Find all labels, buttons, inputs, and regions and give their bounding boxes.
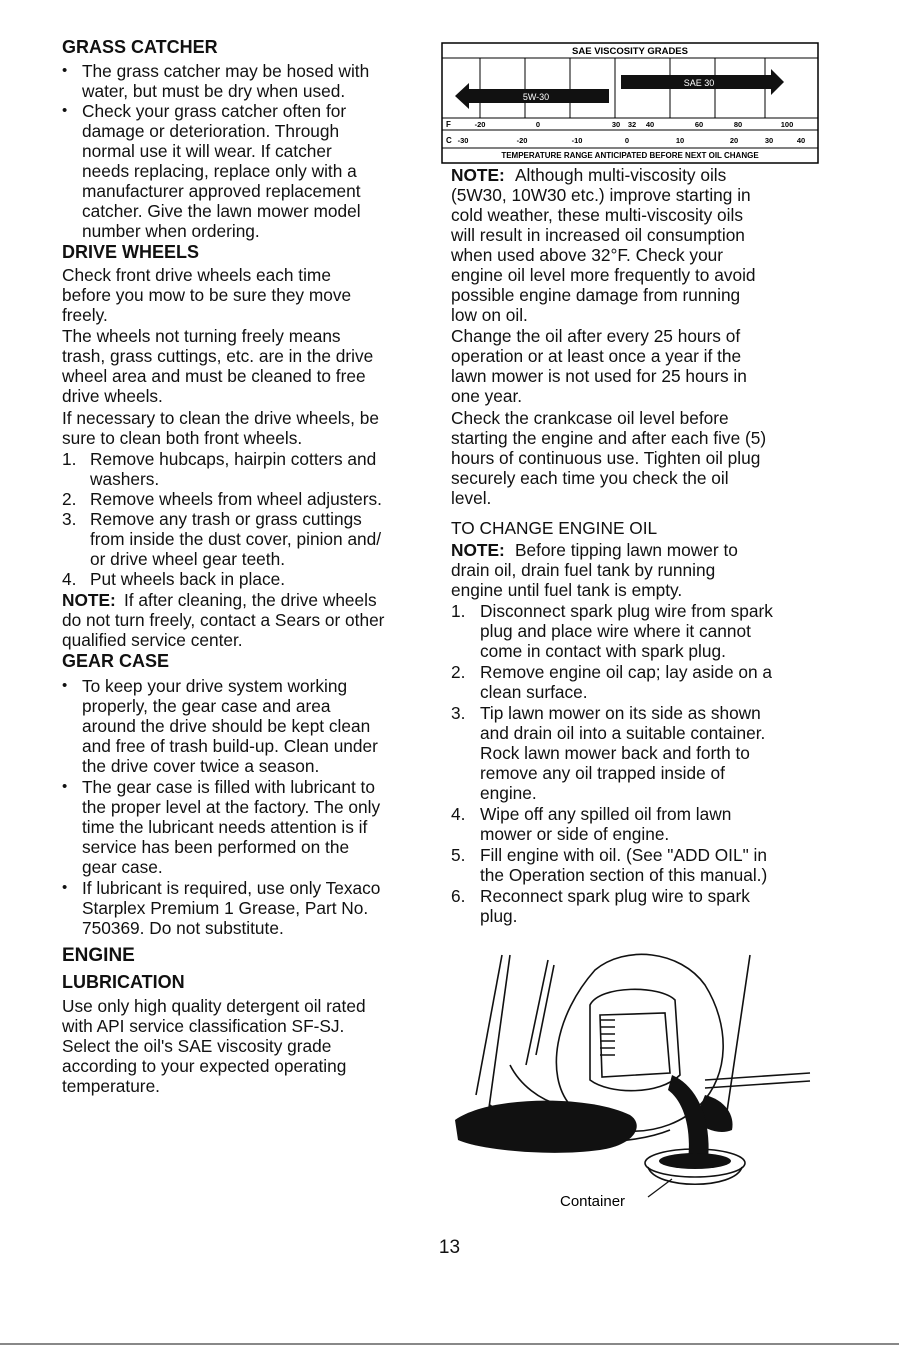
oil-step3-line1: Tip lawn mower on its side as shown bbox=[480, 703, 761, 723]
5w30-label: 5W-30 bbox=[522, 92, 550, 102]
lubrication-para-line2: with API service classification SF-SJ. bbox=[62, 1016, 345, 1036]
grass-catcher-bullet2-line2: damage or deterioration. Through bbox=[82, 121, 340, 141]
gear-case-bullet1-line5: the drive cover twice a season. bbox=[82, 756, 320, 776]
drive-wheels-para1-line1: Check front drive wheels each time bbox=[62, 265, 331, 285]
gear-case-bullet3-line1: If lubricant is required, use only Texaco bbox=[82, 878, 381, 898]
drive-wheels-note-line2: do not turn freely, contact a Sears or other bbox=[62, 610, 385, 630]
bullet-icon: • bbox=[62, 677, 68, 694]
drive-wheels-para1-line3: freely. bbox=[62, 305, 108, 325]
oil-step6-line2: plug. bbox=[480, 906, 518, 926]
oil-step2-line1: Remove engine oil cap; lay aside on a bbox=[480, 662, 773, 682]
step-number: 2. bbox=[451, 662, 466, 682]
note2-line1: Before tipping lawn mower to bbox=[515, 540, 738, 560]
step-number: 2. bbox=[62, 489, 77, 509]
gear-case-heading: GEAR CASE bbox=[62, 651, 170, 671]
gear-case-bullet1-line1: To keep your drive system working bbox=[82, 676, 348, 696]
drive-wheels-note-line3: qualified service center. bbox=[62, 630, 243, 650]
gear-case-bullet1-line2: properly, the gear case and area bbox=[82, 696, 331, 716]
chart-title: SAE VISCOSITY GRADES bbox=[572, 46, 688, 57]
f-tick: 32 bbox=[627, 120, 637, 129]
lubrication-para-line3: Select the oil's SAE viscosity grade bbox=[62, 1036, 332, 1056]
bullet-icon: • bbox=[62, 62, 68, 79]
bullet-icon: • bbox=[62, 778, 68, 795]
change-para-line1: Change the oil after every 25 hours of bbox=[451, 326, 741, 346]
check-para-line4: securely each time you check the oil bbox=[451, 468, 729, 488]
f-tick: 0 bbox=[535, 120, 541, 129]
gear-case-bullet2-line5: gear case. bbox=[82, 857, 163, 877]
oil-step3-line2: and drain oil into a suitable container. bbox=[480, 723, 766, 743]
oil-step3-line3: Rock lawn mower back and forth to bbox=[480, 743, 750, 763]
note1-line1: Although multi-viscosity oils bbox=[515, 165, 727, 185]
step-number: 6. bbox=[451, 886, 466, 906]
drive-wheels-step3-line2: from inside the dust cover, pinion and/ bbox=[90, 529, 382, 549]
lubrication-para-line1: Use only high quality detergent oil rated bbox=[62, 996, 366, 1016]
note1-line5: when used above 32°F. Check your bbox=[451, 245, 724, 265]
step-number: 4. bbox=[62, 569, 77, 589]
check-para-line1: Check the crankcase oil level before bbox=[451, 408, 729, 428]
gear-case-bullet1-line3: around the drive should be kept clean bbox=[82, 716, 371, 736]
drive-wheels-para3-line1: If necessary to clean the drive wheels, be bbox=[62, 408, 379, 428]
drive-wheels-para2-line2: trash, grass cuttings, etc. are in the drive bbox=[62, 346, 374, 366]
step-number: 4. bbox=[451, 804, 466, 824]
note1-line4: will result in increased oil consumption bbox=[451, 225, 745, 245]
gear-case-bullet2-line4: service has been performed on the bbox=[82, 837, 350, 857]
chart-footer: TEMPERATURE RANGE ANTICIPATED BEFORE NEXT OIL CHANGE bbox=[501, 151, 759, 160]
oil-step3-line5: engine. bbox=[480, 783, 537, 803]
note2-line3: engine until fuel tank is empty. bbox=[451, 580, 683, 600]
c-tick: 0 bbox=[624, 136, 630, 145]
drive-wheels-para3-line2: sure to clean both front wheels. bbox=[62, 428, 303, 448]
drive-wheels-para1-line2: before you mow to be sure they move bbox=[62, 285, 352, 305]
gear-case-bullet1-line4: and free of trash build-up. Clean under bbox=[82, 736, 378, 756]
oil-step1-line1: Disconnect spark plug wire from spark bbox=[480, 601, 773, 621]
grass-catcher-heading: GRASS CATCHER bbox=[62, 37, 218, 57]
grass-catcher-bullet2-line6: catcher. Give the lawn mower model bbox=[82, 201, 361, 221]
lubrication-para-line4: according to your expected operating bbox=[62, 1056, 347, 1076]
change-para-line4: one year. bbox=[451, 386, 523, 406]
drive-wheels-heading: DRIVE WHEELS bbox=[62, 242, 200, 262]
drive-wheels-step1-line2: washers. bbox=[90, 469, 160, 489]
c-tick: -10 bbox=[571, 136, 583, 145]
check-para-line2: starting the engine and after each five (5) bbox=[451, 428, 767, 448]
oil-step4-line2: mower or side of engine. bbox=[480, 824, 670, 844]
note2-label: NOTE: bbox=[451, 540, 505, 560]
change-oil-heading: TO CHANGE ENGINE OIL bbox=[451, 518, 658, 538]
sae-viscosity-chart bbox=[441, 42, 819, 164]
oil-step5-line1: Fill engine with oil. (See "ADD OIL" in bbox=[480, 845, 767, 865]
note1-label: NOTE: bbox=[451, 165, 505, 185]
gear-case-bullet2-line2: the proper level at the factory. The only bbox=[82, 797, 381, 817]
drive-wheels-step3-line3: or drive wheel gear teeth. bbox=[90, 549, 286, 569]
drive-wheels-para2-line3: wheel area and must be cleaned to free bbox=[62, 366, 366, 386]
oil-step3-line4: remove any oil trapped inside of bbox=[480, 763, 725, 783]
note1-line6: engine oil level more frequently to avoid bbox=[451, 265, 756, 285]
grass-catcher-bullet2-line1: Check your grass catcher often for bbox=[82, 101, 347, 121]
f-tick: 30 bbox=[611, 120, 621, 129]
note1-line8: low on oil. bbox=[451, 305, 528, 325]
c-tick: 20 bbox=[729, 136, 739, 145]
wheel-shape bbox=[455, 1101, 637, 1153]
change-para-line3: lawn mower is not used for 25 hours in bbox=[451, 366, 747, 386]
c-tick: -20 bbox=[516, 136, 528, 145]
grass-catcher-bullet2-line3: normal use it will wear. If catcher bbox=[82, 141, 332, 161]
f-tick: 100 bbox=[780, 120, 794, 129]
oil-step2-line2: clean surface. bbox=[480, 682, 588, 702]
engine-heading: ENGINE bbox=[62, 945, 135, 966]
f-axis-label: F bbox=[446, 120, 451, 129]
c-tick: 40 bbox=[796, 136, 806, 145]
drive-wheels-note-line1: If after cleaning, the drive wheels bbox=[124, 590, 377, 610]
note2-line2: drain oil, drain fuel tank by running bbox=[451, 560, 716, 580]
step-number: 1. bbox=[62, 449, 77, 469]
drive-wheels-step4-line1: Put wheels back in place. bbox=[90, 569, 286, 589]
drive-wheels-para2-line1: The wheels not turning freely means bbox=[62, 326, 341, 346]
grass-catcher-bullet1-line1: The grass catcher may be hosed with bbox=[82, 61, 370, 81]
drive-wheels-note-label: NOTE: bbox=[62, 590, 116, 610]
page-number: 13 bbox=[438, 1237, 461, 1258]
c-axis-label: C bbox=[446, 136, 452, 145]
c-tick: -30 bbox=[457, 136, 469, 145]
sae30-label: SAE 30 bbox=[683, 78, 715, 88]
lubrication-para-line5: temperature. bbox=[62, 1076, 160, 1096]
container-label: Container bbox=[560, 1193, 626, 1210]
oil-stream-shape bbox=[668, 1075, 709, 1160]
note1-line7: possible engine damage from running bbox=[451, 285, 741, 305]
step-number: 3. bbox=[451, 703, 466, 723]
oil-step5-line2: the Operation section of this manual.) bbox=[480, 865, 768, 885]
grass-catcher-bullet2-line7: number when ordering. bbox=[82, 221, 260, 241]
step-number: 5. bbox=[451, 845, 466, 865]
f-tick: 60 bbox=[694, 120, 704, 129]
f-tick: -20 bbox=[474, 120, 486, 129]
drive-wheels-step2-line1: Remove wheels from wheel adjusters. bbox=[90, 489, 382, 509]
grass-catcher-bullet2-line5: manufacturer approved replacement bbox=[82, 181, 361, 201]
grass-catcher-bullet2-line4: needs replacing, replace only with a bbox=[82, 161, 357, 181]
change-para-line2: operation or at least once a year if the bbox=[451, 346, 742, 366]
oil-step1-line2: plug and place wire where it cannot bbox=[480, 621, 751, 641]
drive-wheels-para2-line4: drive wheels. bbox=[62, 386, 163, 406]
gear-case-bullet2-line3: time the lubricant needs attention is if bbox=[82, 817, 368, 837]
grass-catcher-bullet1-line2: water, but must be dry when used. bbox=[82, 81, 346, 101]
drive-wheels-step3-line1: Remove any trash or grass cuttings bbox=[90, 509, 362, 529]
check-para-line5: level. bbox=[451, 488, 492, 508]
step-number: 3. bbox=[62, 509, 77, 529]
bullet-icon: • bbox=[62, 102, 68, 119]
gear-case-bullet3-line3: 750369. Do not substitute. bbox=[82, 918, 284, 938]
check-para-line3: hours of continuous use. Tighten oil plug bbox=[451, 448, 761, 468]
oil-drain-illustration bbox=[450, 945, 820, 1220]
oil-step1-line3: come in contact with spark plug. bbox=[480, 641, 726, 661]
lubrication-heading: LUBRICATION bbox=[62, 972, 185, 992]
gear-case-bullet3-line2: Starplex Premium 1 Grease, Part No. bbox=[82, 898, 369, 918]
gear-case-bullet2-line1: The gear case is filled with lubricant to bbox=[82, 777, 375, 797]
f-tick: 80 bbox=[733, 120, 743, 129]
f-tick: 40 bbox=[645, 120, 655, 129]
bullet-icon: • bbox=[62, 879, 68, 896]
oil-step6-line1: Reconnect spark plug wire to spark bbox=[480, 886, 750, 906]
note1-line2: (5W30, 10W30 etc.) improve starting in bbox=[451, 185, 751, 205]
oil-step4-line1: Wipe off any spilled oil from lawn bbox=[480, 804, 732, 824]
c-tick: 30 bbox=[764, 136, 774, 145]
c-tick: 10 bbox=[675, 136, 685, 145]
note1-line3: cold weather, these multi-viscosity oils bbox=[451, 205, 743, 225]
step-number: 1. bbox=[451, 601, 466, 621]
drive-wheels-step1-line1: Remove hubcaps, hairpin cotters and bbox=[90, 449, 377, 469]
